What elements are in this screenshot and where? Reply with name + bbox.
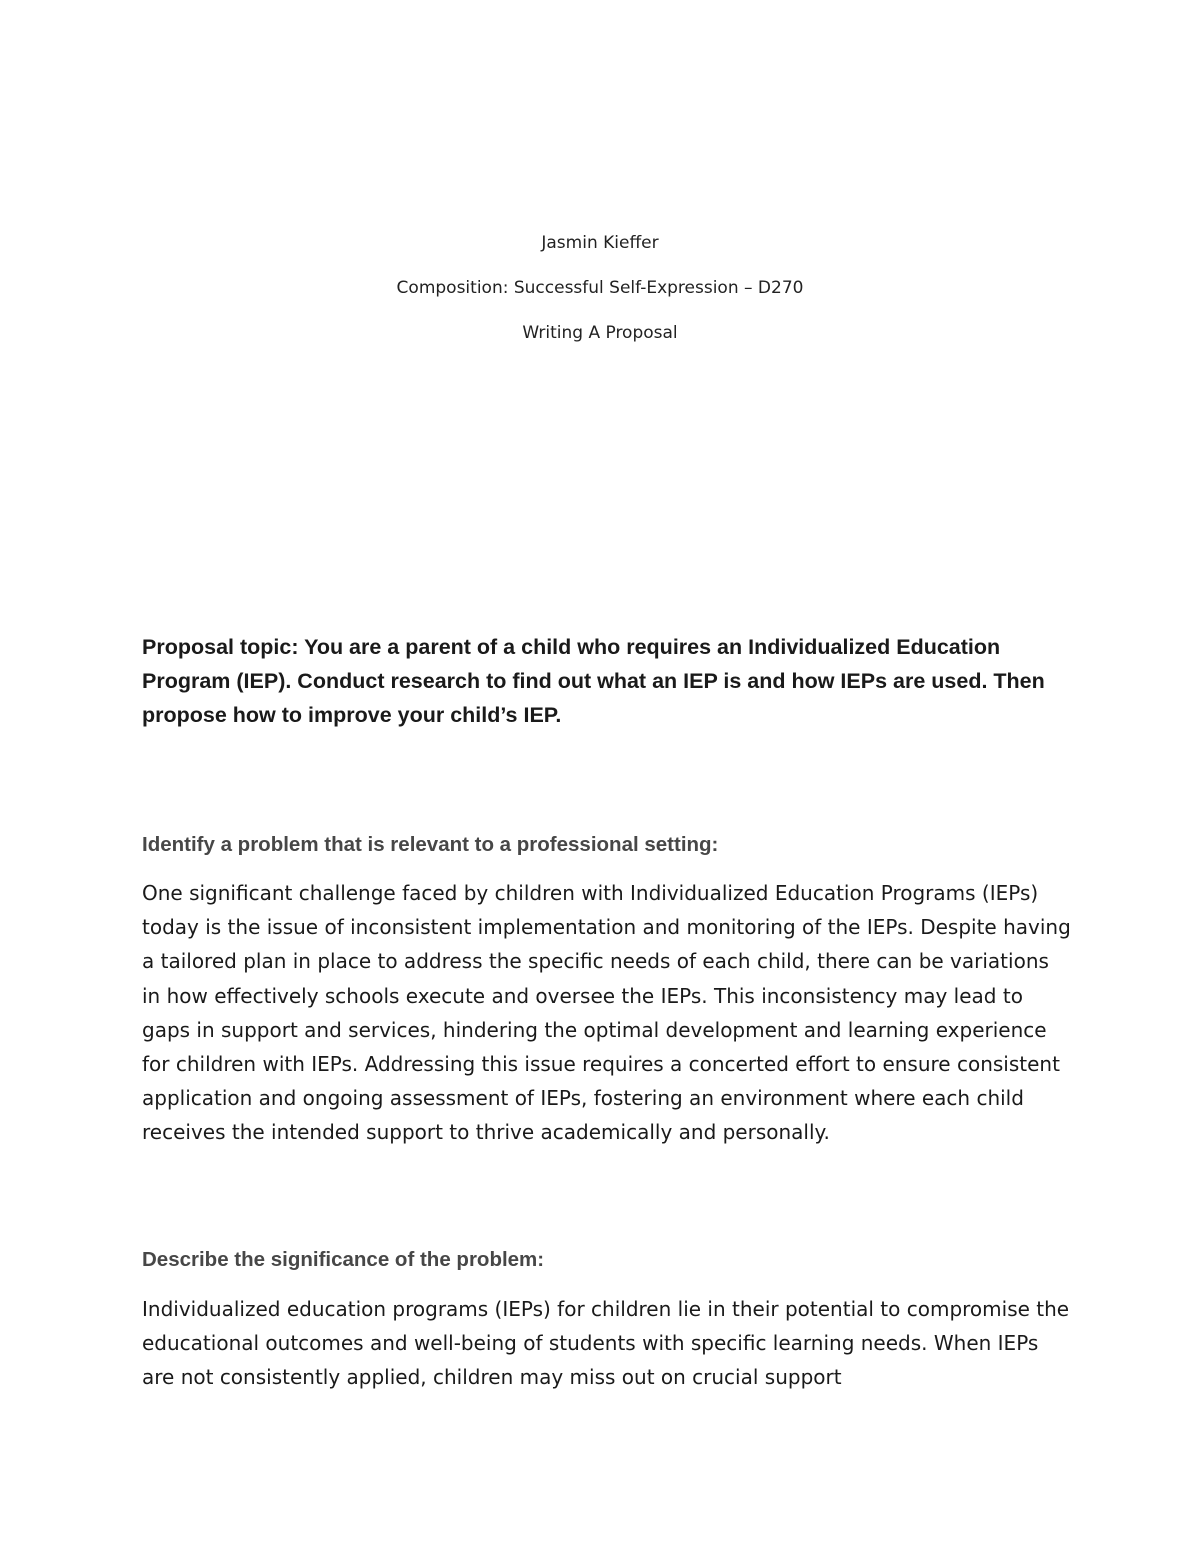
title-block — [0, 229, 1200, 364]
course-title: Composition: Successful Self-Expression – D270 — [396, 278, 804, 298]
assignment-title: Writing A Proposal — [522, 323, 678, 343]
section-paragraph-problem: One significant challenge faced by children with Individualized Education Programs (IEPs) today is the issue of inconsistent implementation and monitoring of the IEPs. Despite having a tailored plan in place to address the specific needs of each child, there can be variations in how effectively schools execute and oversee the IEPs. This inconsistency may lead to gaps in support and services, hindering the optimal development and learning experience for children with IEPs. Addressing this issue requires a concerted effort to ensure consistent application and ongoing assessment of IEPs, fostering an environment where each child receives the intended support to thrive academically and personally. — [142, 881, 1071, 1145]
section-heading-problem: Identify a problem that is relevant to a professional setting: — [142, 833, 719, 856]
section-heading-significance: Describe the significance of the problem: — [142, 1248, 545, 1271]
proposal-topic: Proposal topic: You are a parent of a child who requires an Individualized Education Program (IEP). Conduct research to find out what an IEP is and how IEPs are used. Then propose how to improve your child’s IEP. — [142, 635, 1045, 727]
section-paragraph-significance: Individualized education programs (IEPs) for children lie in their potential to compromise the educational outcomes and well-being of students with specific learning needs. When IEPs are not consistently applied, children may miss out on crucial support — [142, 1297, 1070, 1390]
author-name: Jasmin Kieffer — [541, 233, 659, 253]
